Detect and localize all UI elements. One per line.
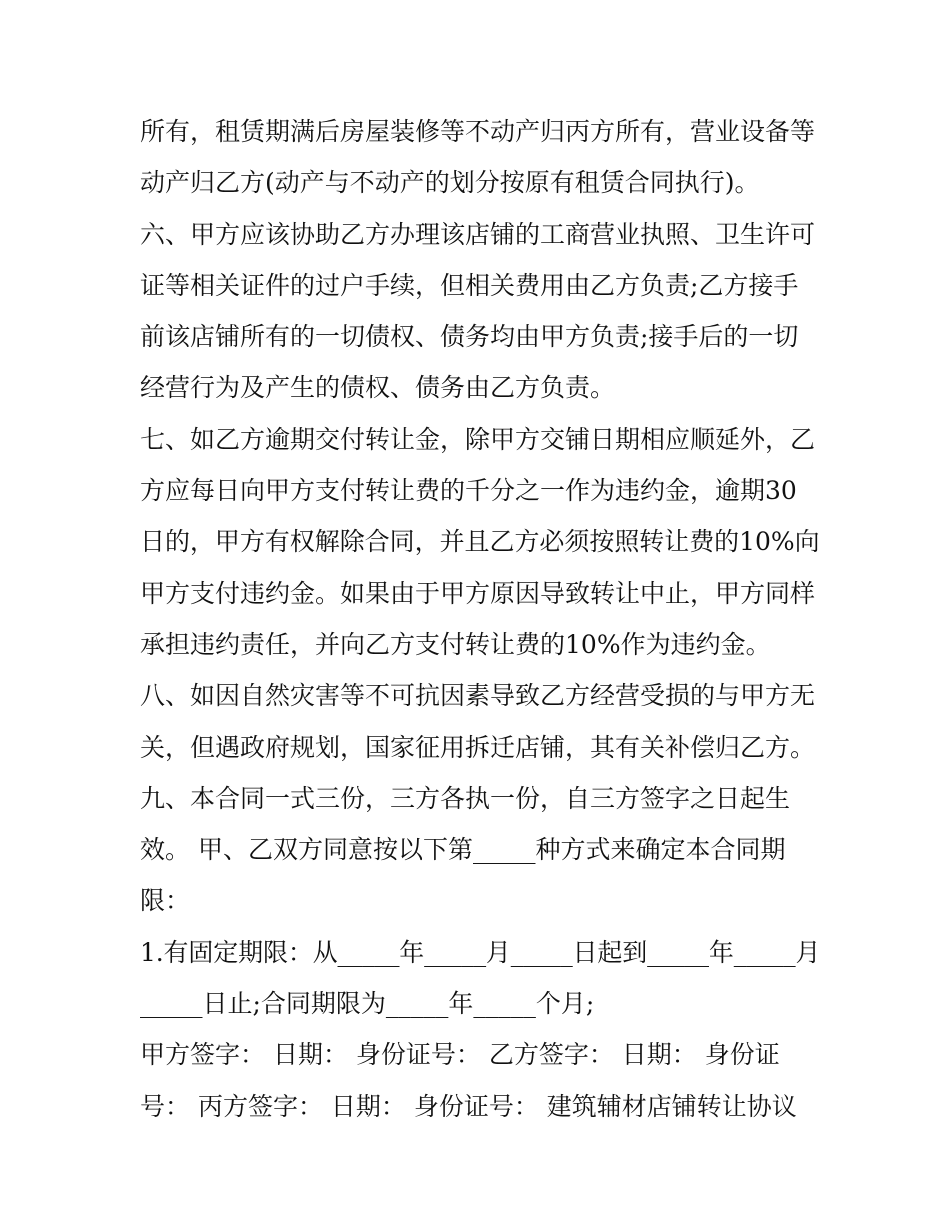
text-line: 六、甲方应该协助乙方办理该店铺的工商营业执照、卫生许可 bbox=[140, 219, 816, 249]
text-line: 效。 甲、乙双方同意按以下第_____种方式来确定本合同期 bbox=[140, 835, 786, 865]
text-line: 所有，租赁期满后房屋装修等不动产归丙方所有，营业设备等 bbox=[140, 117, 816, 146]
signature-line: 号： 丙方签字： 日期： 身份证号： 建筑辅材店铺转让协议 bbox=[140, 1091, 797, 1121]
text-line: 日的，甲方有权解除合同，并且乙方必须按照转让费的10%向 bbox=[140, 527, 820, 557]
signature-line: 甲方签字： 日期： 身份证号： 乙方签字： 日期： 身份证 bbox=[140, 1040, 780, 1070]
text-line: 九、本合同一式三份，三方各执一份，自三方签字之日起生 bbox=[140, 783, 791, 813]
text-line: 前该店铺所有的一切债权、债务均由甲方负责;接手后的一切 bbox=[140, 322, 799, 352]
text-line: 证等相关证件的过户手续，但相关费用由乙方负责;乙方接手 bbox=[140, 270, 799, 300]
text-line: 限： bbox=[140, 886, 191, 916]
text-line: 甲方支付违约金。如果由于甲方原因导致转让中止，甲方同样 bbox=[140, 578, 816, 608]
text-line: 八、如因自然灾害等不可抗因素导致乙方经营受损的与甲方无 bbox=[140, 681, 816, 711]
text-line: 动产归乙方(动产与不动产的划分按原有租赁合同执行)。 bbox=[140, 168, 760, 198]
text-line: _____日止;合同期限为_____年_____个月; bbox=[140, 989, 595, 1019]
text-line: 关，但遇政府规划，国家征用拆迁店铺，其有关补偿归乙方。 bbox=[140, 732, 816, 762]
text-line: 1.有固定期限：从_____年_____月_____日起到_____年_____月 bbox=[140, 937, 821, 967]
text-line: 经营行为及产生的债权、债务由乙方负责。 bbox=[140, 373, 616, 403]
text-line: 方应每日向甲方支付转让费的千分之一作为违约金，逾期30 bbox=[140, 476, 797, 506]
text-line: 承担违约责任，并向乙方支付转让费的10%作为违约金。 bbox=[140, 629, 771, 659]
text-line: 七、如乙方逾期交付转让金，除甲方交铺日期相应顺延外，乙 bbox=[140, 424, 816, 454]
contract-text bbox=[140, 106, 820, 1132]
